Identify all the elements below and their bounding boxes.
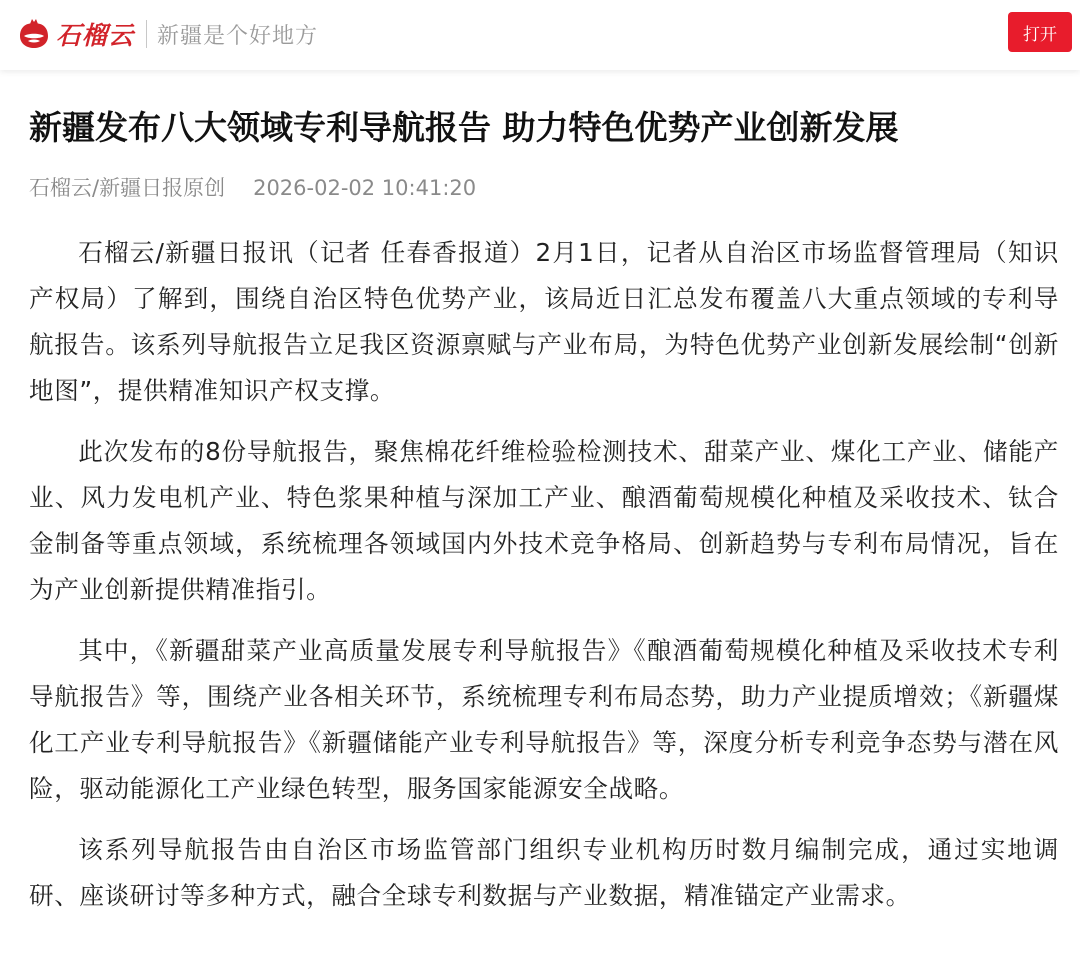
article-meta	[29, 172, 1059, 204]
brand-divider	[146, 20, 147, 48]
brand-slogan: 新疆是个好地方	[157, 23, 319, 49]
top-app-bar	[0, 0, 1080, 70]
open-app-button[interactable]: 打开	[1008, 12, 1072, 52]
article-body	[29, 230, 1059, 919]
article-paragraph: 该系列导航报告由自治区市场监管部门组织专业机构历时数月编制完成，通过实地调研、座谈研讨等多种方式，融合全球专利数据与产业数据，精准锚定产业需求。	[29, 835, 1059, 910]
article-paragraph: 其中，《新疆甜菜产业高质量发展专利导航报告》《酿酒葡萄规模化种植及采收技术专利导航报告》等，围绕产业各相关环节，系统梳理专利布局态势，助力产业提质增效；《新疆煤化工产业专利导航报告》《新疆储能产业专利导航报告》等，深度分析专利竞争态势与潜在风险，驱动能源化工产业绿色转型，服务国家能源安全战略。	[29, 636, 1059, 803]
brand[interactable]	[14, 12, 318, 56]
article	[29, 100, 1059, 934]
article-paragraph: 此次发布的8份导航报告，聚焦棉花纤维检验检测技术、甜菜产业、煤化工产业、储能产业、风力发电机产业、特色浆果种植与深加工产业、酿酒葡萄规模化种植及采收技术、钛合金制备等重点领域，系统梳理各领域国内外技术竞争格局、创新趋势与专利布局情况，旨在为产业创新提供精准指引。	[29, 437, 1059, 604]
article-source: 石榴云/新疆日报原创	[29, 176, 226, 200]
article-title: 新疆发布八大领域专利导航报告 助力特色优势产业创新发展	[29, 108, 899, 147]
brand-name: 石榴云	[56, 21, 135, 50]
pomegranate-logo-icon	[14, 14, 54, 54]
article-paragraph: 石榴云/新疆日报讯（记者 任春香报道）2月1日，记者从自治区市场监督管理局（知识产权局）了解到，围绕自治区特色优势产业，该局近日汇总发布覆盖八大重点领域的专利导航报告。该系列导航报告立足我区资源禀赋与产业布局，为特色优势产业创新发展绘制“创新地图”，提供精准知识产权支撑。	[29, 238, 1059, 405]
article-timestamp: 2026-02-02 10:41:20	[253, 176, 477, 200]
